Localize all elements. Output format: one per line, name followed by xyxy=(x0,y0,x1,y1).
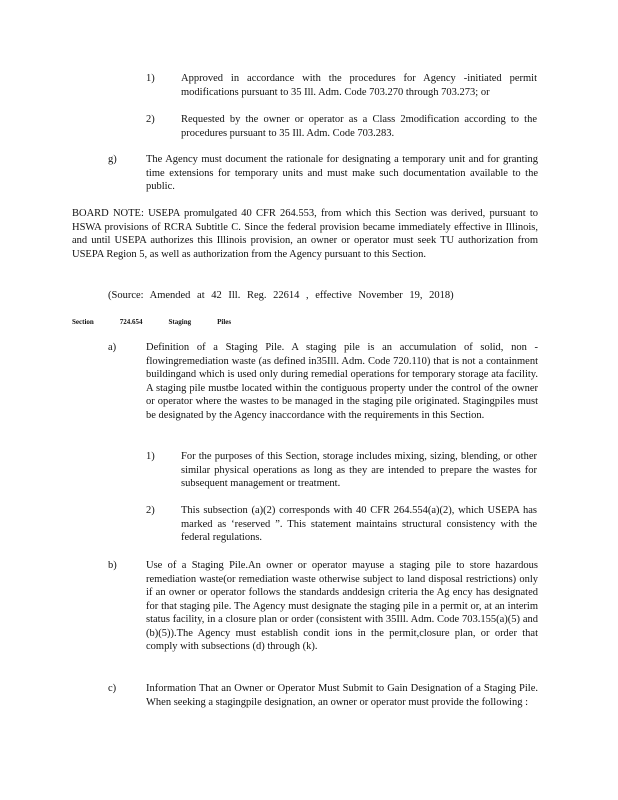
section-a-1-number: 1) xyxy=(146,451,155,462)
section-b-text: Use of a Staging Pile.An owner or operator mayuse a staging pile to store hazardous remediation waste(or remediation waste otherwise subject to land disposal restrictions) only if an owner or operator follows the standards anddesign criteria the Ag ency has designated for that staging pile. The Agency must designate the staging pile in a permit or, at an interim status facility, in a closure plan or order (consistent with 35Ill. Adm. Code 703.155(a)(5) and (b)(5)).The Agency must establish condit ions in the permit,closure plan, or order that comply with subsections (d) through (k). xyxy=(146,560,538,652)
item-g-text: The Agency must document the rationale for designating a temporary unit and for granting time extensions for temporary units and must make such documentation available to the public. xyxy=(146,154,538,192)
item-2-text: Requested by the owner or operator as a Class 2modification according to the procedures pursuant to 35 Ill. Adm. Code 703.283. xyxy=(181,114,537,139)
section-a-2-text: This subsection (a)(2) corresponds with 40 CFR 264.554(a)(2), which USEPA has marked as ‘reserved ”. This statement maintains structural consistency with the federal regulations. xyxy=(181,505,537,543)
section-heading xyxy=(72,317,257,327)
section-b-number: b) xyxy=(108,560,117,571)
section-label: Section xyxy=(72,318,94,326)
board-note: BOARD NOTE: USEPA promulgated 40 CFR 264.553, from which this Section was derived, pursuant to HSWA provisions of RCRA Subtitle C. Since the federal provision became immediately effective in Illinois, and until USEPA authorizes this Illinois provision, an owner or operator must seek TU authorization from USEPA Region 5, as well as authorization from the Agency pursuant to this Section. xyxy=(72,208,538,260)
source-note: (Source: Amended at 42 Ill. Reg. 22614 , effective November 19, 2018) xyxy=(108,290,454,301)
section-c-text: Information That an Owner or Operator Must Submit to Gain Designation of a Staging Pile. When seeking a stagingpile designation, an owner or operator must provide the following : xyxy=(146,683,538,708)
section-a-number: a) xyxy=(108,342,117,353)
section-number: 724.654 xyxy=(119,318,143,326)
section-c-number: c) xyxy=(108,683,117,694)
item-2-number: 2) xyxy=(146,114,155,125)
item-1-text: Approved in accordance with the procedures for Agency -initiated permit modifications pursuant to 35 Ill. Adm. Code 703.270 through 703.273; or xyxy=(181,73,537,98)
section-a-2-number: 2) xyxy=(146,505,155,516)
section-a-1-text: For the purposes of this Section, storage includes mixing, sizing, blending, or other similar physical operations as long as they are intended to prepare the wastes for subsequent management or treatment. xyxy=(181,451,537,489)
item-1-number: 1) xyxy=(146,73,155,84)
section-title-word-2: Piles xyxy=(217,318,232,326)
section-title-word-1: Staging xyxy=(168,318,192,326)
item-g-number: g) xyxy=(108,154,117,165)
section-a-text: Definition of a Staging Pile. A staging pile is an accumulation of solid, non - flowingremediation waste (as defined in35Ill. Adm. Code 720.110) that is not a containment buildingand which is used only during remedial operations for temporary storage ata facility. A staging pile mustbe located within the contiguous property under the control of the owner or operator where the wastes to be managed in the staging pile originated. Stagingpiles must be designated by the Agency inaccordance with the requirements in this Section. xyxy=(146,342,538,421)
